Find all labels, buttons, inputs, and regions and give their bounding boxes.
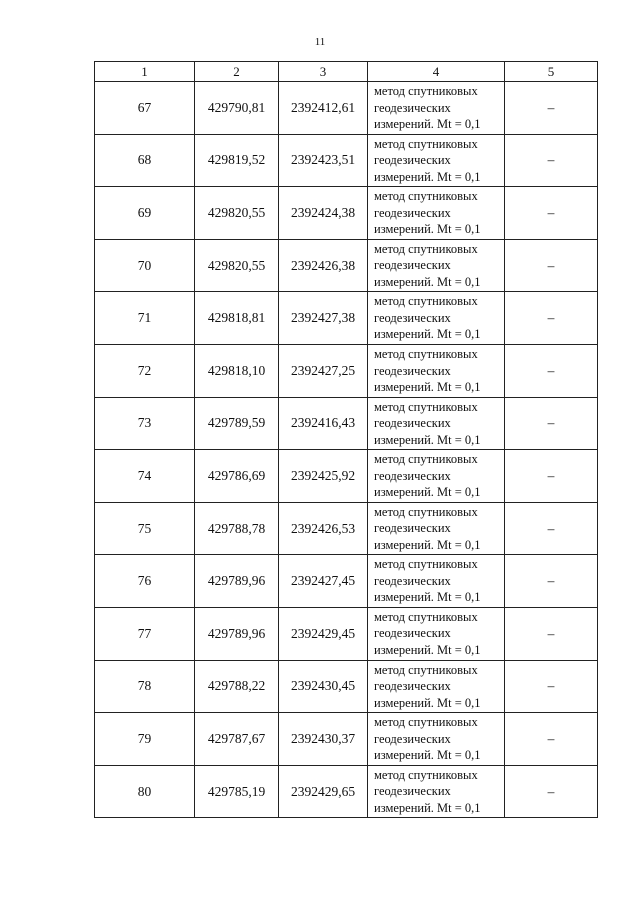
note-cell: – [505, 397, 598, 450]
table-row [95, 187, 598, 240]
point-number-cell: 71 [95, 292, 195, 345]
method-text-line: геодезических [374, 258, 451, 273]
method-text-line: метод спутниковых [374, 767, 478, 782]
method-text-line: геодезических [374, 679, 451, 694]
table-row [95, 607, 598, 660]
table-row [95, 134, 598, 187]
method-text-line: геодезических [374, 573, 451, 588]
method-cell [368, 607, 505, 660]
method-text-line: метод спутниковых [374, 241, 478, 256]
note-cell: – [505, 713, 598, 766]
point-number-cell: 70 [95, 239, 195, 292]
method-cell [368, 713, 505, 766]
table-row [95, 397, 598, 450]
note-cell: – [505, 450, 598, 503]
note-cell: – [505, 239, 598, 292]
point-number-cell: 76 [95, 555, 195, 608]
method-text-line: метод спутниковых [374, 84, 478, 99]
method-cell [368, 450, 505, 503]
method-text-line: метод спутниковых [374, 715, 478, 730]
method-text-line: измерений. Mt = 0,1 [374, 590, 481, 605]
method-text-line: геодезических [374, 363, 451, 378]
point-number-cell: 72 [95, 344, 195, 397]
method-text-line: метод спутниковых [374, 609, 478, 624]
column-header: 2 [195, 62, 279, 82]
method-text-line: измерений. Mt = 0,1 [374, 432, 481, 447]
note-cell: – [505, 765, 598, 818]
y-coordinate-cell: 2392430,45 [279, 660, 368, 713]
method-text-line: метод спутниковых [374, 136, 478, 151]
table-header-row [95, 62, 598, 82]
x-coordinate-cell: 429789,59 [195, 397, 279, 450]
y-coordinate-cell: 2392412,61 [279, 82, 368, 135]
method-text-line: геодезических [374, 100, 451, 115]
method-text-line: измерений. Mt = 0,1 [374, 117, 481, 132]
method-text-line: измерений. Mt = 0,1 [374, 800, 481, 815]
y-coordinate-cell: 2392429,45 [279, 607, 368, 660]
method-text-line: геодезических [374, 784, 451, 799]
x-coordinate-cell: 429820,55 [195, 187, 279, 240]
note-cell: – [505, 502, 598, 555]
y-coordinate-cell: 2392423,51 [279, 134, 368, 187]
table-row [95, 292, 598, 345]
method-text-line: измерений. Mt = 0,1 [374, 642, 481, 657]
method-text-line: геодезических [374, 205, 451, 220]
point-number-cell: 79 [95, 713, 195, 766]
x-coordinate-cell: 429820,55 [195, 239, 279, 292]
x-coordinate-cell: 429819,52 [195, 134, 279, 187]
point-number-cell: 77 [95, 607, 195, 660]
method-text-line: геодезических [374, 626, 451, 641]
method-text-line: метод спутниковых [374, 504, 478, 519]
point-number-cell: 69 [95, 187, 195, 240]
method-text-line: метод спутниковых [374, 294, 478, 309]
x-coordinate-cell: 429788,78 [195, 502, 279, 555]
column-header: 4 [368, 62, 505, 82]
table-body [95, 62, 598, 818]
note-cell: – [505, 82, 598, 135]
x-coordinate-cell: 429789,96 [195, 555, 279, 608]
method-cell [368, 397, 505, 450]
method-text-line: метод спутниковых [374, 189, 478, 204]
x-coordinate-cell: 429785,19 [195, 765, 279, 818]
method-text-line: геодезических [374, 468, 451, 483]
x-coordinate-cell: 429790,81 [195, 82, 279, 135]
table-row [95, 555, 598, 608]
method-text-line: геодезических [374, 310, 451, 325]
table-row [95, 660, 598, 713]
method-text-line: метод спутниковых [374, 347, 478, 362]
method-text-line: геодезических [374, 153, 451, 168]
method-text-line: измерений. Mt = 0,1 [374, 748, 481, 763]
point-number-cell: 78 [95, 660, 195, 713]
method-text-line: измерений. Mt = 0,1 [374, 169, 481, 184]
table-row [95, 82, 598, 135]
method-cell [368, 187, 505, 240]
method-cell [368, 502, 505, 555]
method-cell [368, 239, 505, 292]
method-cell [368, 765, 505, 818]
x-coordinate-cell: 429787,67 [195, 713, 279, 766]
method-text-line: метод спутниковых [374, 399, 478, 414]
y-coordinate-cell: 2392426,53 [279, 502, 368, 555]
method-text-line: метод спутниковых [374, 662, 478, 677]
table-row [95, 450, 598, 503]
x-coordinate-cell: 429786,69 [195, 450, 279, 503]
y-coordinate-cell: 2392425,92 [279, 450, 368, 503]
note-cell: – [505, 607, 598, 660]
note-cell: – [505, 344, 598, 397]
method-text-line: измерений. Mt = 0,1 [374, 537, 481, 552]
table-row [95, 239, 598, 292]
table-row [95, 713, 598, 766]
point-number-cell: 73 [95, 397, 195, 450]
x-coordinate-cell: 429788,22 [195, 660, 279, 713]
y-coordinate-cell: 2392416,43 [279, 397, 368, 450]
method-cell [368, 292, 505, 345]
method-text-line: метод спутниковых [374, 557, 478, 572]
note-cell: – [505, 292, 598, 345]
method-text-line: геодезических [374, 731, 451, 746]
note-cell: – [505, 134, 598, 187]
note-cell: – [505, 187, 598, 240]
y-coordinate-cell: 2392430,37 [279, 713, 368, 766]
coordinates-table [94, 61, 598, 818]
method-cell [368, 555, 505, 608]
method-cell [368, 134, 505, 187]
y-coordinate-cell: 2392424,38 [279, 187, 368, 240]
method-text-line: измерений. Mt = 0,1 [374, 222, 481, 237]
point-number-cell: 67 [95, 82, 195, 135]
x-coordinate-cell: 429818,10 [195, 344, 279, 397]
method-text-line: измерений. Mt = 0,1 [374, 380, 481, 395]
y-coordinate-cell: 2392427,45 [279, 555, 368, 608]
method-text-line: геодезических [374, 521, 451, 536]
y-coordinate-cell: 2392427,38 [279, 292, 368, 345]
method-text-line: геодезических [374, 416, 451, 431]
point-number-cell: 75 [95, 502, 195, 555]
table-row [95, 344, 598, 397]
point-number-cell: 80 [95, 765, 195, 818]
method-cell [368, 660, 505, 713]
method-text-line: метод спутниковых [374, 452, 478, 467]
column-header: 1 [95, 62, 195, 82]
method-cell [368, 82, 505, 135]
method-text-line: измерений. Mt = 0,1 [374, 485, 481, 500]
page-number: 11 [314, 36, 326, 48]
x-coordinate-cell: 429818,81 [195, 292, 279, 345]
table-row [95, 502, 598, 555]
note-cell: – [505, 660, 598, 713]
method-text-line: измерений. Mt = 0,1 [374, 327, 481, 342]
y-coordinate-cell: 2392429,65 [279, 765, 368, 818]
method-text-line: измерений. Mt = 0,1 [374, 274, 481, 289]
point-number-cell: 68 [95, 134, 195, 187]
column-header: 3 [279, 62, 368, 82]
y-coordinate-cell: 2392427,25 [279, 344, 368, 397]
y-coordinate-cell: 2392426,38 [279, 239, 368, 292]
note-cell: – [505, 555, 598, 608]
x-coordinate-cell: 429789,96 [195, 607, 279, 660]
method-cell [368, 344, 505, 397]
method-text-line: измерений. Mt = 0,1 [374, 695, 481, 710]
point-number-cell: 74 [95, 450, 195, 503]
table-row [95, 765, 598, 818]
column-header: 5 [505, 62, 598, 82]
